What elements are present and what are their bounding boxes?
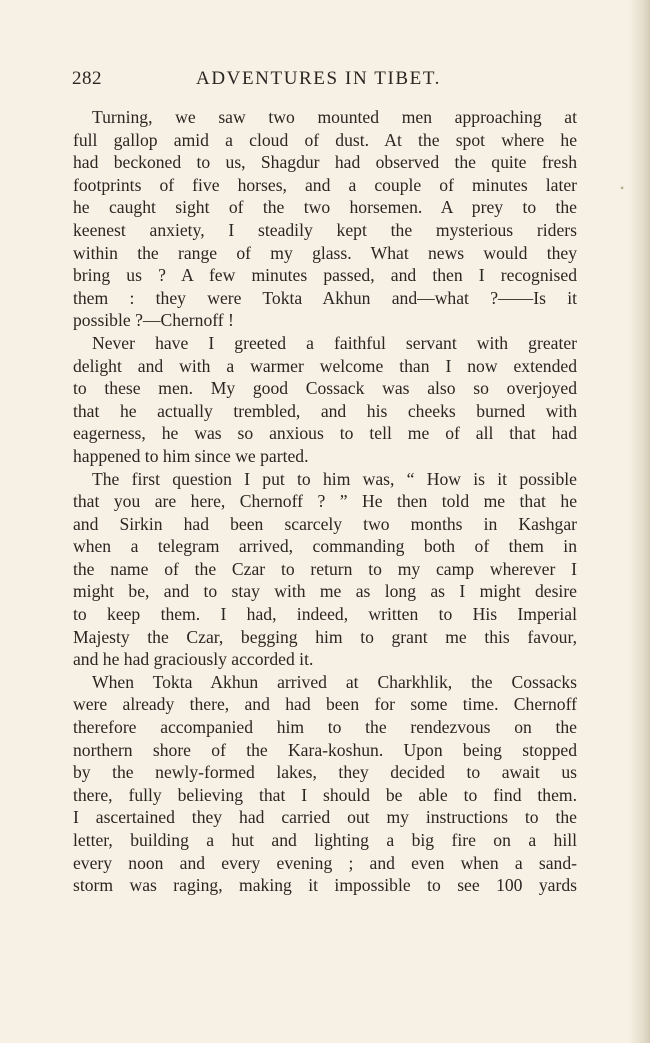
paragraph-1 bbox=[73, 106, 577, 332]
text-line: there, fully believing that I should be able to find them. bbox=[73, 784, 577, 805]
text-line: letter, building a hut and lighting a big fire on a hill bbox=[73, 830, 577, 850]
text-line: Turning, we saw two mounted men approaching at bbox=[92, 107, 577, 127]
text-line: northern shore of the Kara-koshun. Upon being stopped bbox=[73, 739, 577, 760]
text-line: possible ?—Chernoff ! bbox=[73, 310, 234, 331]
text-line: he caught sight of the two horsemen. A prey to the bbox=[73, 197, 577, 218]
text-line: to these men. My good Cossack was also so overjoyed bbox=[73, 378, 577, 399]
text-line: might be, and to stay with me as long as I might desire bbox=[73, 581, 577, 602]
text-line: when a telegram arrived, commanding both of them in bbox=[73, 536, 577, 557]
text-line: happened to him since we parted. bbox=[73, 445, 309, 466]
text-line: the name of the Czar to return to my camp wherever I bbox=[73, 558, 577, 579]
text-line: had beckoned to us, Shagdur had observed the quite fresh bbox=[73, 152, 577, 173]
paragraph-3 bbox=[73, 468, 577, 671]
page-edge-shadow bbox=[628, 0, 650, 1043]
text-line: Never have I greeted a faithful servant with greater bbox=[92, 332, 577, 353]
text-line: Majesty the Czar, begging him to grant me this favour, bbox=[73, 626, 577, 647]
text-line: delight and with a warmer welcome than I now extended bbox=[73, 355, 577, 376]
text-line: eagerness, he was so anxious to tell me of all that had bbox=[73, 423, 577, 444]
page-number: 282 bbox=[72, 68, 102, 89]
text-line: bring us ? A few minutes passed, and then I recognised bbox=[73, 265, 577, 286]
paragraph-4 bbox=[73, 671, 577, 897]
text-line: footprints of five horses, and a couple of minutes later bbox=[73, 174, 577, 195]
text-line: The first question I put to him was, “ How is it possible bbox=[92, 468, 577, 489]
running-head-title: ADVENTURES IN TIBET. bbox=[196, 68, 442, 89]
text-line: full gallop amid a cloud of dust. At the spot where he bbox=[73, 129, 577, 150]
margin-speck: • bbox=[620, 181, 625, 195]
text-line: storm was raging, making it impossible to see 100 yards bbox=[73, 875, 577, 896]
text-line: by the newly-formed lakes, they decided to await us bbox=[73, 762, 577, 783]
text-line: and Sirkin had been scarcely two months in Kashgar bbox=[73, 513, 577, 534]
text-line: to keep them. I had, indeed, written to His Imperial bbox=[73, 604, 577, 625]
text-line: them : they were Tokta Akhun and—what ?——Is it bbox=[73, 287, 577, 308]
text-line: that you are here, Chernoff ? ” He then told me that he bbox=[73, 491, 577, 512]
text-line: I ascertained they had carried out my instructions to the bbox=[73, 807, 577, 828]
body-text bbox=[73, 106, 577, 897]
text-line: therefore accompanied him to the rendezvous on the bbox=[73, 717, 577, 738]
text-line: When Tokta Akhun arrived at Charkhlik, the Cossacks bbox=[92, 671, 577, 692]
text-line: within the range of my glass. What news would they bbox=[73, 242, 577, 263]
text-line: were already there, and had been for some time. Chernoff bbox=[73, 694, 577, 715]
text-line: that he actually trembled, and his cheeks burned with bbox=[73, 400, 577, 421]
text-line: keenest anxiety, I steadily kept the mysterious riders bbox=[73, 219, 577, 240]
text-line: every noon and every evening ; and even when a sand- bbox=[73, 852, 577, 873]
text-line: and he had graciously accorded it. bbox=[73, 649, 314, 670]
paragraph-2 bbox=[73, 332, 577, 468]
